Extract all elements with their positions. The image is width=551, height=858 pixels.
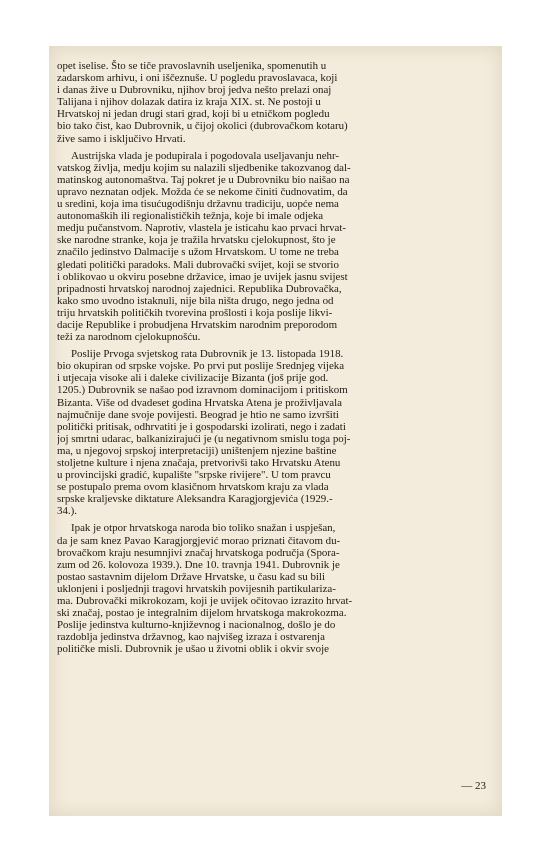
text-line: autonomaških ili regionalističkih težnja, koje bi imale odjeka xyxy=(57,210,324,223)
text-line: Poslije Prvoga svjetskog rata Dubrovnik je 13. listopada 1918. xyxy=(71,348,344,361)
text-line: bio okupiran od srpske vojske. Po prvi put poslije Srednjeg vijeka xyxy=(57,360,345,373)
text-line: bio tako čist, kao Dubrovnik, u čijoj okolici (dubrovačkom kotaru) xyxy=(57,120,348,133)
text-line: politički pritisak, odhrvatiti je i gospodarski izolirati, nego i zadati xyxy=(57,420,346,433)
text-line: da je sam knez Pavao Karagjorgjević morao priznati čitavom du- xyxy=(57,534,341,547)
text-line: političke misli. Dubrovnik je ušao u životni oblik i okvir svoje xyxy=(57,643,329,656)
paragraph xyxy=(57,522,489,655)
text-line: gledati politički paradoks. Mali dubrovački svijet, koji se stvorio xyxy=(57,258,339,271)
text-line: u provincijski gradić, kupalište "srpske rivijere". U tom pravcu xyxy=(57,469,331,482)
text-line: ma. Dubrovački mikrokozam, koji je uvijek očitovao izrazito hrvat- xyxy=(57,595,353,608)
text-line: matinskog autonomaštva. Taj pokret je u Dubrovniku bio naišao na xyxy=(57,173,350,186)
text-line: zum od 26. kolovoza 1939.). Dne 10. travnja 1941. Dubrovnik je xyxy=(57,558,340,571)
book-page xyxy=(49,46,502,816)
text-line: Hrvatskoj ni jedan drugi stari grad, koji bi u etničkom pogledu xyxy=(57,108,330,121)
page-body-text xyxy=(57,60,489,661)
paragraph xyxy=(57,60,489,145)
text-line: i danas žive u Dubrovniku, njihov broj jedva nešto prelazi onaj xyxy=(57,84,332,97)
text-line: Talijana i njihov dolazak datira iz kraja XIX. st. Ne postoji u xyxy=(57,96,321,109)
text-line: ma, u njegovoj srpskoj interpretaciji) uništenjem njezine baštine xyxy=(57,444,337,457)
text-line: pripadnosti hrvatskoj narodnoj zajednici. Republika Dubrovačka, xyxy=(57,282,342,295)
text-line: i utjecaja visoke ali i daleke civilizacije Bizanta (još prije god. xyxy=(57,372,329,385)
text-line: najmučnije dane svoje povijesti. Beograd je htio ne samo izvršiti xyxy=(57,408,339,421)
text-line: opet iselise. Što se tiče pravoslavnih useljenika, spomenutih u xyxy=(57,60,327,72)
text-line: teži za narodnom cjelokupnošću. xyxy=(57,331,201,344)
text-line: ski značaj, postao je integralnim dijelom hrvatskoga makrokozma. xyxy=(57,607,347,620)
text-line: u sredini, koja ima tisućugodišnju državnu tradiciju, uopće nema xyxy=(57,198,339,211)
text-line: uklonjeni i posljednji tragovi hrvatskih povijesnih partikulariza- xyxy=(57,582,336,595)
text-line: razdoblja jedinstva državnog, kao najvišeg izraza i ostvarenja xyxy=(57,631,325,644)
text-line: Bizanta. Više od dvadeset godina Hrvatska Atena je proživljavala xyxy=(57,396,342,409)
text-line: Austrijska vlada je podupirala i pogodovala useljavanju nehr- xyxy=(71,149,340,162)
text-line: vatskog življa, medju kojim su nalazili sljedbenike takozvanog dal- xyxy=(57,161,351,174)
text-line: značilo jedinstvo Dalmacije s užom Hrvatskom. U tome ne treba xyxy=(57,246,339,259)
text-line: žive samo i isključivo Hrvati. xyxy=(57,132,186,145)
text-line: kako smo uvodno istaknuli, nije bila ništa drugo, nego jedna od xyxy=(57,294,334,307)
text-line: srpske kraljevske diktature Aleksandra Karagjorgjevića (1929.- xyxy=(57,493,333,506)
text-line: triju hrvatskih političkih tvorevina prošlosti i koja poslije likvi- xyxy=(57,306,333,319)
text-line: i oblikovao u okviru posebne državice, imao je uvijek jasnu svijest xyxy=(57,270,348,283)
text-line: zadarskom arhivu, i oni iščeznuše. U pogledu pravoslavaca, koji xyxy=(57,72,338,85)
text-line: brovačkom kraju nesumnjivi značaj hrvatskoga područja (Spora- xyxy=(57,546,340,559)
paragraph xyxy=(57,348,489,517)
text-line: joj smrtni udarac, balkanizirajući je (u negativnom smislu toga poj- xyxy=(57,432,351,445)
paragraph xyxy=(57,150,489,344)
text-line: Poslije jedinstva kulturno-književnog i nacionalnog, došlo je do xyxy=(57,619,336,632)
text-line: upravo neznatan odjek. Možda će se nekome činiti čudnovatim, da xyxy=(57,185,348,198)
page-number: — 23 xyxy=(461,780,486,792)
text-line: postao sastavnim dijelom Države Hrvatske, u času kad su bili xyxy=(57,570,325,583)
text-line: stoljetne kulture i njena značaja, pretvorivši tako Hrvatsku Atenu xyxy=(57,457,341,469)
text-line: 1205.) Dubrovnik se našao pod izravnom dominacijom i pritiskom xyxy=(57,384,348,397)
text-line: ske narodne stranke, koja je tražila hrvatsku cjelokupnost, što je xyxy=(57,234,336,247)
text-line: Ipak je otpor hrvatskoga naroda bio toliko snažan i uspješan, xyxy=(71,522,336,535)
text-line: medju pučanstvom. Naprotiv, vlastela je isticahu kao prvaci hrvat- xyxy=(57,222,347,235)
text-line: dacije Republike i probudjena Hrvatskim narodnim preporodom xyxy=(57,318,338,331)
text-line: 34.). xyxy=(57,505,77,518)
text-line: se postupalo prema ovom klasičnom hrvatskom kraju za vlada xyxy=(57,481,329,494)
